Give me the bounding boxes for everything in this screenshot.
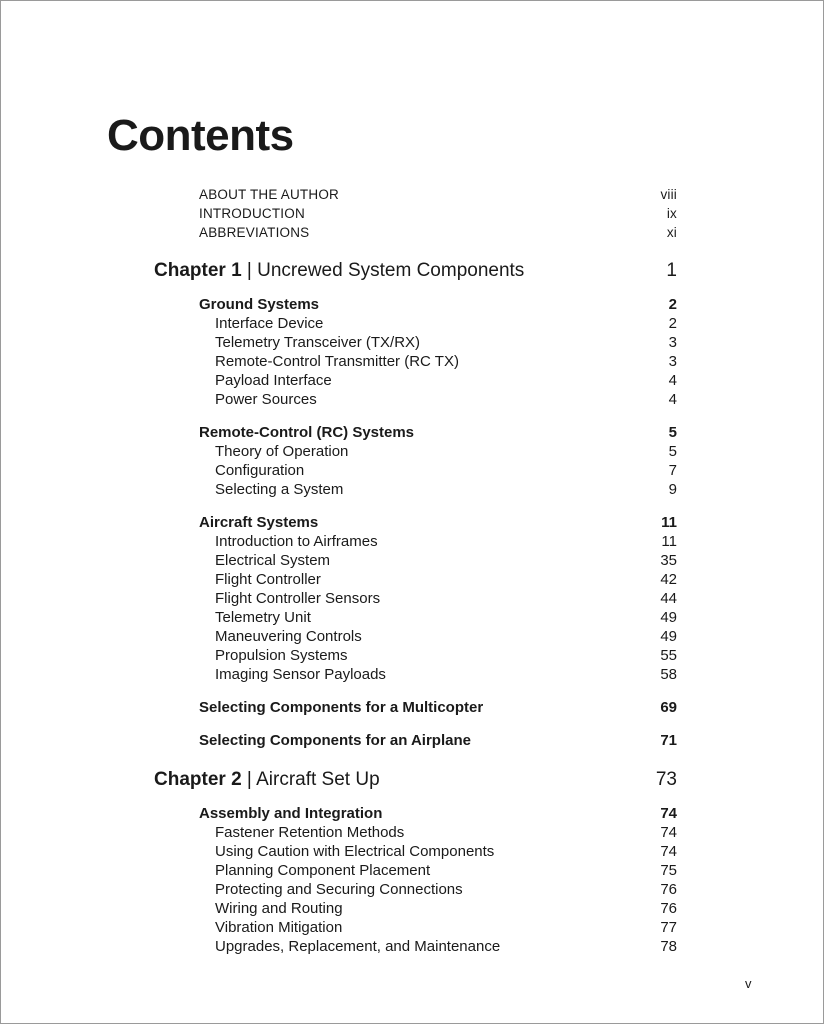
toc-subentry[interactable] (1, 390, 823, 410)
toc-page-number: 11 (661, 533, 677, 550)
toc-subentry[interactable] (1, 823, 823, 843)
toc-subentry[interactable] (1, 442, 823, 462)
toc-subentry[interactable] (1, 480, 823, 500)
toc-page-number: 5 (668, 424, 677, 441)
page-title: Contents (107, 111, 294, 160)
toc-page-number: 11 (661, 514, 677, 531)
toc-section-heading[interactable] (1, 804, 823, 824)
toc-subentry[interactable] (1, 371, 823, 391)
toc-subentry[interactable] (1, 570, 823, 590)
subentry-label: Imaging Sensor Payloads (215, 666, 386, 683)
chapter-number: Chapter 1 (154, 260, 242, 281)
toc-entry-label: ABBREVIATIONS (199, 225, 310, 240)
toc-page-number: 4 (668, 391, 677, 408)
toc-section-heading[interactable] (1, 731, 823, 751)
toc-subentry[interactable] (1, 461, 823, 481)
subentry-label: Flight Controller Sensors (215, 590, 381, 607)
subentry-label: Vibration Mitigation (215, 919, 343, 936)
subentry-label: Configuration (215, 462, 305, 479)
toc-page-number: 3 (668, 353, 677, 370)
toc-page-number: 44 (660, 590, 677, 607)
toc-page-number: 5 (668, 443, 677, 460)
toc-page-number: 74 (660, 805, 677, 822)
subentry-label: Remote-Control Transmitter (RC TX) (215, 353, 459, 370)
toc-subentry[interactable] (1, 880, 823, 900)
toc-page-number: 55 (660, 647, 677, 664)
toc-page-number: ix (666, 206, 677, 221)
toc-page-number: 78 (660, 938, 677, 955)
subentry-label: Maneuvering Controls (215, 628, 362, 645)
toc-chapter-heading[interactable] (1, 258, 823, 284)
subentry-label: Upgrades, Replacement, and Maintenance (215, 938, 501, 955)
subentry-label: Fastener Retention Methods (215, 824, 405, 841)
toc-front-entry[interactable] (1, 185, 823, 205)
chapter-separator: | (246, 260, 252, 281)
toc-page-number: 4 (668, 372, 677, 389)
toc-subentry[interactable] (1, 589, 823, 609)
toc-page-number: 75 (660, 862, 677, 879)
toc-subentry[interactable] (1, 646, 823, 666)
chapter-separator: | (246, 769, 252, 790)
toc-subentry[interactable] (1, 532, 823, 552)
section-title: Selecting Components for a Multicopter (199, 699, 484, 716)
toc-subentry[interactable] (1, 314, 823, 334)
subentry-label: Electrical System (215, 552, 331, 569)
subentry-label: Protecting and Securing Connections (215, 881, 463, 898)
subentry-label: Wiring and Routing (215, 900, 343, 917)
section-title: Aircraft Systems (199, 514, 319, 531)
subentry-label: Power Sources (215, 391, 317, 408)
toc-page-number: 73 (655, 769, 677, 790)
section-title: Assembly and Integration (199, 805, 383, 822)
toc-subentry[interactable] (1, 333, 823, 353)
toc-page-number: 58 (660, 666, 677, 683)
toc-page-number: 1 (666, 260, 677, 281)
toc-subentry[interactable] (1, 665, 823, 685)
page-folio: v (745, 976, 752, 991)
subentry-label: Telemetry Unit (215, 609, 311, 626)
toc-page-number: 3 (668, 334, 677, 351)
subentry-label: Planning Component Placement (215, 862, 431, 879)
toc-page-number: 76 (660, 900, 677, 917)
toc-subentry[interactable] (1, 899, 823, 919)
toc-subentry[interactable] (1, 608, 823, 628)
subentry-label: Propulsion Systems (215, 647, 348, 664)
section-title: Ground Systems (199, 296, 320, 313)
toc-page-number: 77 (660, 919, 677, 936)
toc-section-heading[interactable] (1, 698, 823, 718)
subentry-label: Telemetry Transceiver (TX/RX) (215, 334, 421, 351)
toc-page-number: 35 (660, 552, 677, 569)
subentry-label: Theory of Operation (215, 443, 349, 460)
toc-page-number: 49 (660, 628, 677, 645)
chapter-title: Uncrewed System Components (257, 260, 525, 281)
toc-subentry[interactable] (1, 352, 823, 372)
toc-page-number: 9 (668, 481, 677, 498)
toc-entry-label: ABOUT THE AUTHOR (199, 187, 339, 202)
toc-page-number: 74 (660, 824, 677, 841)
toc-subentry[interactable] (1, 918, 823, 938)
toc-entry-label: INTRODUCTION (199, 206, 305, 221)
toc-front-entry[interactable] (1, 223, 823, 243)
toc-section-heading[interactable] (1, 295, 823, 315)
subentry-label: Introduction to Airframes (215, 533, 378, 550)
toc-page-number: 69 (660, 699, 677, 716)
subentry-label: Selecting a System (215, 481, 344, 498)
toc-page-number: 2 (668, 296, 677, 313)
toc-subentry[interactable] (1, 861, 823, 881)
toc-page-number: 76 (660, 881, 677, 898)
toc-subentry[interactable] (1, 937, 823, 957)
toc-page-number: 42 (660, 571, 677, 588)
chapter-title: Aircraft Set Up (256, 769, 380, 790)
toc-chapter-heading[interactable] (1, 767, 823, 793)
toc-page-number: xi (666, 225, 677, 240)
toc-section-heading[interactable] (1, 423, 823, 443)
subentry-label: Payload Interface (215, 372, 332, 389)
toc-section-heading[interactable] (1, 513, 823, 533)
toc-page-number: 49 (660, 609, 677, 626)
section-title: Remote-Control (RC) Systems (199, 424, 415, 441)
toc-subentry[interactable] (1, 842, 823, 862)
chapter-number: Chapter 2 (154, 769, 242, 790)
toc-subentry[interactable] (1, 551, 823, 571)
toc-page-number: viii (660, 187, 677, 202)
toc-front-entry[interactable] (1, 204, 823, 224)
toc-page-number: 74 (660, 843, 677, 860)
toc-subentry[interactable] (1, 627, 823, 647)
subentry-label: Using Caution with Electrical Components (215, 843, 495, 860)
subentry-label: Flight Controller (215, 571, 321, 588)
subentry-label: Interface Device (215, 315, 324, 332)
toc-page-number: 71 (660, 732, 677, 749)
section-title: Selecting Components for an Airplane (199, 732, 471, 749)
toc-page-number: 7 (668, 462, 677, 479)
toc-page-number: 2 (668, 315, 677, 332)
